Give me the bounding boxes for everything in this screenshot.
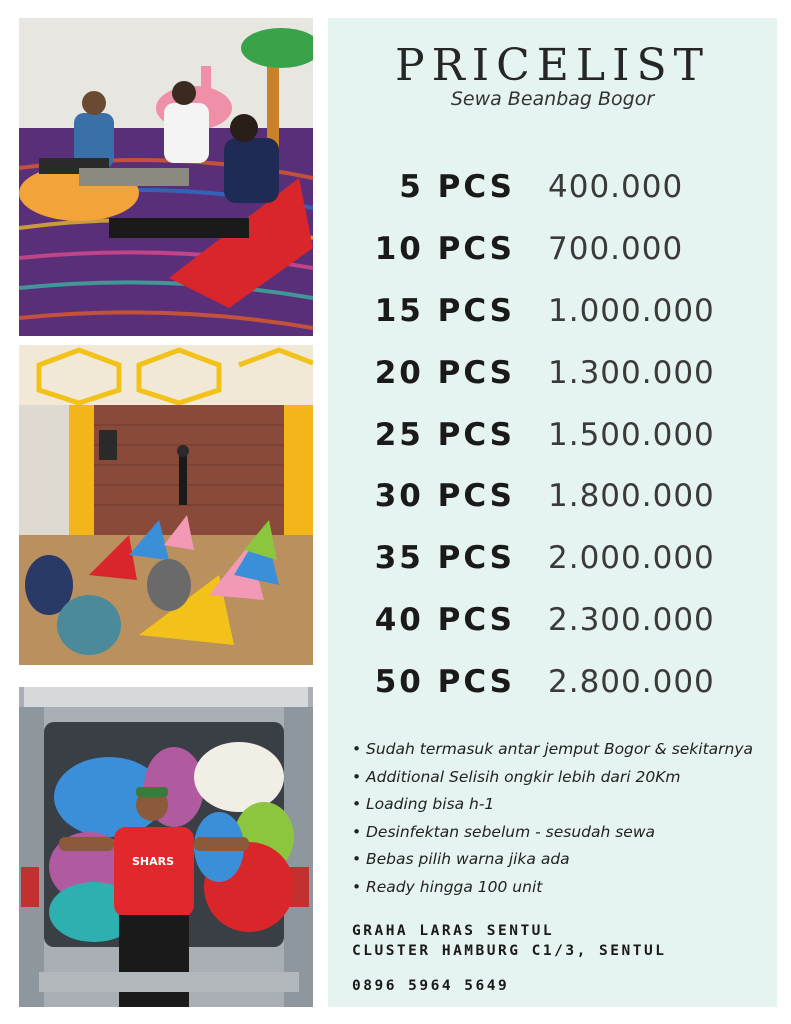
notes-list xyxy=(352,736,772,901)
price-qty: 15 PCS xyxy=(374,293,515,329)
photo-van-beanbags xyxy=(19,687,313,1007)
price-qty: 5 PCS xyxy=(399,169,515,205)
price-amount: 700.000 xyxy=(548,231,684,267)
note-text: Sudah termasuk antar jemput Bogor & sekitarnya xyxy=(366,740,754,758)
page-title: PRICELIST xyxy=(395,40,710,91)
price-row xyxy=(328,417,777,467)
bullet-icon: • xyxy=(352,740,362,758)
address-line-2: CLUSTER HAMBURG C1/3, SENTUL xyxy=(352,943,667,959)
bullet-icon: • xyxy=(352,822,362,841)
note-text: Desinfektan sebelum - sesudah sewa xyxy=(366,822,656,841)
price-row xyxy=(328,478,777,528)
price-amount: 2.000.000 xyxy=(548,540,715,576)
list-item xyxy=(352,846,772,874)
note-text: Ready hingga 100 unit xyxy=(366,877,543,896)
price-row xyxy=(328,231,777,281)
price-qty: 30 PCS xyxy=(374,478,515,514)
price-qty: 40 PCS xyxy=(374,602,515,638)
note-text: Loading bisa h-1 xyxy=(366,795,495,813)
price-amount: 400.000 xyxy=(548,169,684,205)
bullet-icon: • xyxy=(352,795,362,813)
price-amount: 1.300.000 xyxy=(548,355,715,391)
price-qty: 20 PCS xyxy=(374,355,515,391)
page-subtitle: Sewa Beanbag Bogor xyxy=(450,88,655,110)
bullet-icon: • xyxy=(352,767,362,786)
list-item xyxy=(352,791,772,819)
price-amount: 1.000.000 xyxy=(548,293,715,329)
note-text: Bebas pilih warna jika ada xyxy=(366,850,570,868)
price-qty: 35 PCS xyxy=(374,540,515,576)
bullet-icon: • xyxy=(352,850,362,868)
price-row xyxy=(328,664,777,714)
price-qty: 10 PCS xyxy=(374,231,515,267)
note-text: Additional Selisih ongkir lebih dari 20Km xyxy=(366,767,681,786)
price-row xyxy=(328,355,777,405)
price-row xyxy=(328,293,777,343)
price-amount: 1.500.000 xyxy=(548,417,715,453)
photo-people-on-beanbags xyxy=(19,18,313,336)
shirt-logo-text: SHARS xyxy=(132,855,175,868)
photo-event-hall xyxy=(19,345,313,665)
price-qty: 25 PCS xyxy=(374,417,515,453)
list-item xyxy=(352,819,772,847)
list-item xyxy=(352,736,772,764)
list-item xyxy=(352,764,772,792)
price-amount: 2.300.000 xyxy=(548,602,715,638)
price-amount: 2.800.000 xyxy=(548,664,715,700)
address-line-1: GRAHA LARAS SENTUL xyxy=(352,923,555,939)
list-item xyxy=(352,874,772,902)
price-row xyxy=(328,540,777,590)
price-amount: 1.800.000 xyxy=(548,478,715,514)
bullet-icon: • xyxy=(352,877,362,896)
pricelist-panel xyxy=(328,18,777,1007)
phone-number: 0896 5964 5649 xyxy=(352,978,510,994)
price-qty: 50 PCS xyxy=(374,664,515,700)
price-row xyxy=(328,602,777,652)
price-row xyxy=(328,169,777,219)
